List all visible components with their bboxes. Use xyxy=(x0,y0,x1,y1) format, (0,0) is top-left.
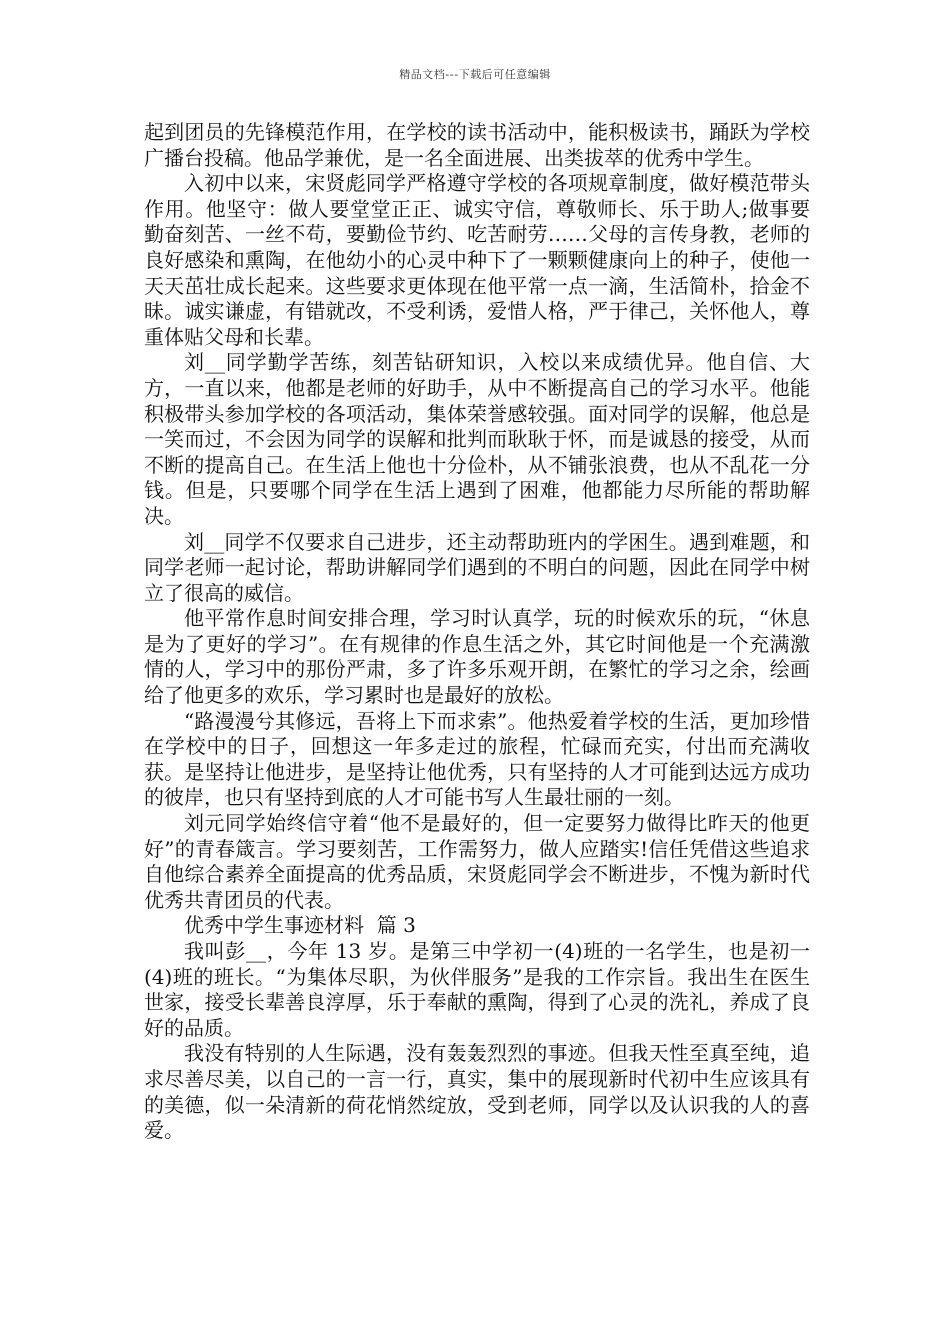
paragraph-2: 入初中以来，宋贤彪同学严格遵守学校的各项规章制度，做好模范带头作用。他坚守：做人要堂堂正正、诚实守信，尊敬师长、乐于助人;做事要勤奋刻苦、一丝不苟，要勤俭节约、吃苦耐劳……父母的言传身教，老师的良好感染和熏陶，在他幼小的心灵中种下了一颗颗健康向上的种子，使他一天天茁壮成长起来。这些要求更体现在他平常一点一滴，生活简朴，拾金不昧。诚实谦虚，有错就改，不受利诱，爱惜人格，严于律己，关怀他人，尊重体贴父母和长辈。 xyxy=(144,171,810,349)
paragraph-3: 刘__同学勤学苦练，刻苦钻研知识，入校以来成绩优异。他自信、大方，一直以来，他都是老师的好助手，从中不断提高自己的学习水平。他能积极带头参加学校的各项活动，集体荣誉感较强。面对同学的误解，他总是一笑而过，不会因为同学的误解和批判而耿耿于怀，而是诚恳的接受，从而不断的提高自己。在生活上他也十分俭朴，从不铺张浪费，也从不乱花一分钱。但是，只要哪个同学在生活上遇到了困难，他都能力尽所能的帮助解决。 xyxy=(144,350,810,528)
paragraph-4: 刘__同学不仅要求自己进步，还主动帮助班内的学困生。遇到难题，和同学老师一起讨论，帮助讲解同学们遇到的不明白的问题，因此在同学中树立了很高的威信。 xyxy=(144,529,810,605)
paragraph-8: 我叫彭__，今年 13 岁。是第三中学初一(4)班的一名学生，也是初一(4)班的班长。“为集体尽职，为伙伴服务”是我的工作宗旨。我出生在医生世家，接受长辈善良淳厚，乐于奉献的熏陶，得到了心灵的洗礼，养成了良好的品质。 xyxy=(144,939,810,1040)
document-body xyxy=(144,120,810,1144)
paragraph-7: 刘元同学始终信守着“他不是最好的，但一定要努力做得比昨天的他更好”的青春箴言。学习要刻苦，工作需努力，做人应踏实!信任凭借这些追求自他综合素养全面提高的优秀品质，宋贤彪同学会不断进步，不愧为新时代优秀共青团员的代表。 xyxy=(144,811,810,912)
page-header: 精品文档---下载后可任意编辑 xyxy=(399,68,551,81)
paragraph-1: 起到团员的先锋模范作用，在学校的读书活动中，能积极读书，踊跃为学校广播台投稿。他品学兼优，是一名全面进展、出类拔萃的优秀中学生。 xyxy=(144,120,810,170)
section-heading: 优秀中学生事迹材料 篇 3 xyxy=(184,913,416,938)
paragraph-6: “路漫漫兮其修远，吾将上下而求索”。他热爱着学校的生活，更加珍惜在学校中的日子，回想这一年多走过的旅程，忙碌而充实，付出而充满收获。是坚持让他进步，是坚持让他优秀，只有坚持的人才可能到达远方成功的彼岸，也只有坚持到底的人才可能书写人生最壮丽的一刻。 xyxy=(144,708,810,810)
paragraph-9: 我没有特别的人生际遇，没有轰轰烈烈的事迹。但我天性至真至纯，追求尽善尽美，以自己的一言一行，真实，集中的展现新时代初中生应该具有的美德，似一朵清新的荷花悄然绽放，受到老师，同学以及认识我的人的喜爱。 xyxy=(144,1041,810,1143)
paragraph-5: 他平常作息时间安排合理，学习时认真学，玩的时候欢乐的玩，“休息是为了更好的学习”。在有规律的作息生活之外，其它时间他是一个充满激情的人，学习中的那份严肃，多了许多乐观开朗，在繁忙的学习之余，绘画给了他更多的欢乐，学习累时也是最好的放松。 xyxy=(144,606,810,708)
